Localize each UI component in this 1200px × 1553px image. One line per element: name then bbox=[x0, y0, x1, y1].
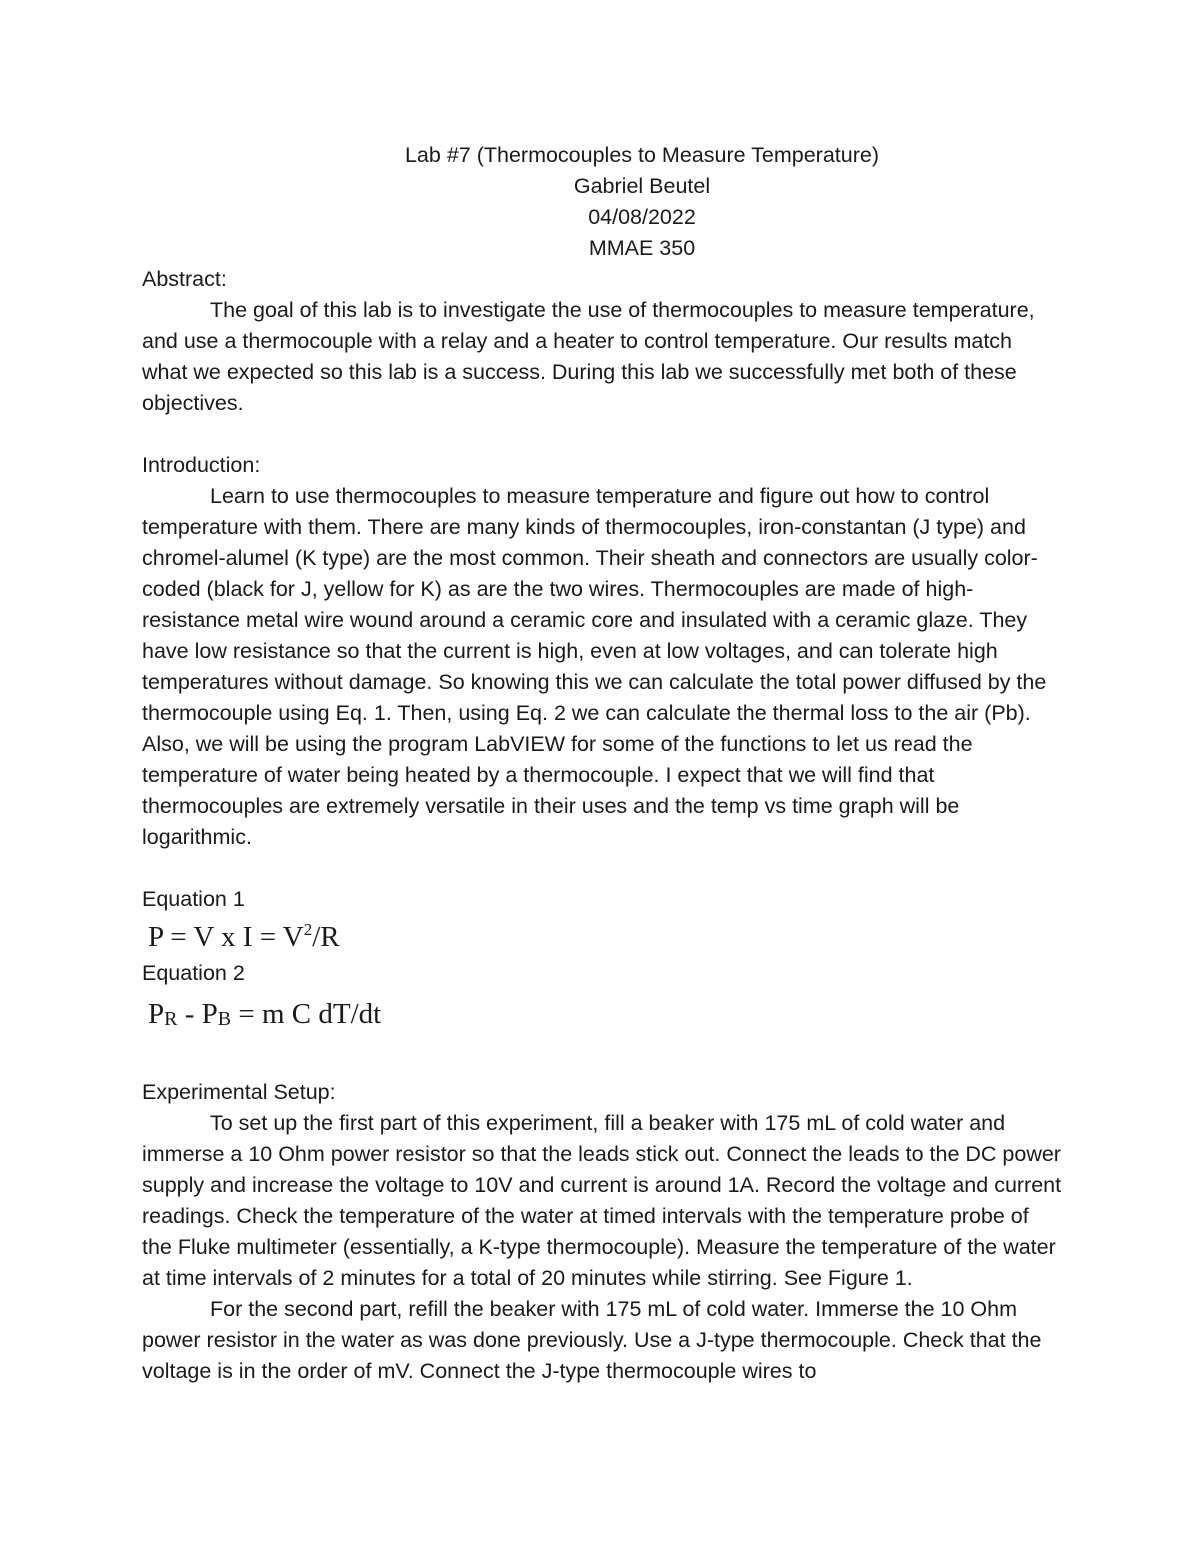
abstract-heading: Abstract: bbox=[142, 267, 227, 291]
equation-2-p: P bbox=[148, 998, 165, 1030]
equation-1-tail: /R bbox=[312, 921, 340, 953]
document-title: Lab #7 (Thermocouples to Measure Temperature) bbox=[404, 143, 880, 167]
introduction-heading: Introduction: bbox=[142, 453, 261, 477]
equation-2-label: Equation 2 bbox=[142, 961, 245, 985]
setup-paragraph-1: To set up the first part of this experiment, fill a beaker with 175 mL of cold water and immerse a 10 Ohm power resistor so that the leads stick out. Connect the leads to the DC power supply and increase the voltage to 10V and current is around 1A. Record the voltage and current readings. Check the temperature of the water at timed intervals with the temperature probe of the Fluke multimeter (essentially, a K-type thermocouple). Measure the temperature of the water at time intervals of 2 minutes for a total of 20 minutes while stirring. See Figure 1. bbox=[142, 1111, 1062, 1290]
equation-2-tail: = m C dT/dt bbox=[231, 998, 382, 1030]
equation-1-label: Equation 1 bbox=[142, 887, 245, 911]
spacer bbox=[142, 419, 1062, 450]
equation-2-mid: - P bbox=[177, 998, 218, 1030]
equation-1-body: P = V x I = V bbox=[148, 921, 304, 953]
equation-1-exponent: 2 bbox=[303, 920, 313, 939]
spacer bbox=[142, 853, 1062, 884]
equation-1 bbox=[148, 916, 1062, 958]
equation-2 bbox=[148, 993, 1062, 1035]
abstract-paragraph: The goal of this lab is to investigate the use of thermocouples to measure temperature, and use a thermocouple with a relay and a heater to control temperature. Our results match what we expected so this lab is a success. During this lab we successfully met both of these objectives. bbox=[142, 298, 1035, 415]
setup-heading: Experimental Setup: bbox=[142, 1080, 336, 1104]
equation-2-sub-b: B bbox=[217, 1008, 232, 1030]
author-name: Gabriel Beutel bbox=[573, 174, 711, 198]
document-page bbox=[142, 140, 1062, 1387]
document-date: 04/08/2022 bbox=[588, 205, 696, 229]
setup-paragraph-2: For the second part, refill the beaker with 175 mL of cold water. Immerse the 10 Ohm power resistor in the water as was done previously. Use a J-type thermocouple. Check that the voltage is in the order of mV. Connect the J-type thermocouple wires to bbox=[142, 1297, 1042, 1383]
introduction-paragraph: Learn to use thermocouples to measure temperature and figure out how to control temperature with them. There are many kinds of thermocouples, iron-constantan (J type) and chromel-alumel (K type) are the most common. Their sheath and connectors are usually color-coded (black for J, yellow for K) as are the two wires. Thermocouples are made of high-resistance metal wire wound around a ceramic core and insulated with a ceramic glaze. They have low resistance so that the current is high, even at low voltages, and can tolerate high temperatures without damage. So knowing this we can calculate the total power diffused by the thermocouple using Eq. 1. Then, using Eq. 2 we can calculate the thermal loss to the air (Pb). Also, we will be using the program LabVIEW for some of the functions to let us read the temperature of water being heated by a thermocouple. I expect that we will find that thermocouples are extremely versatile in their uses and the temp vs time graph will be logarithmic. bbox=[142, 484, 1047, 849]
spacer bbox=[142, 1035, 1062, 1077]
equation-2-sub-r: R bbox=[164, 1008, 178, 1030]
title-block bbox=[134, 140, 1150, 264]
course-code: MMAE 350 bbox=[588, 236, 696, 260]
